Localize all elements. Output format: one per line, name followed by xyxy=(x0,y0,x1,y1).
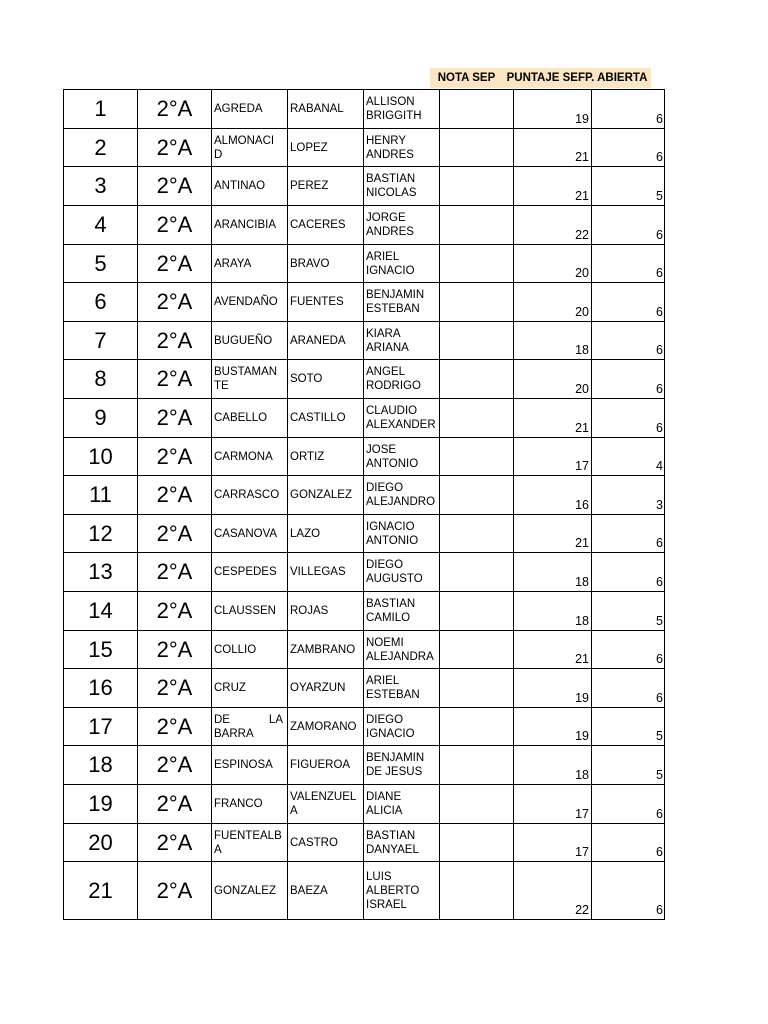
given-name: ALBERTO xyxy=(366,884,420,897)
table-row xyxy=(64,90,665,129)
abierta-score-cell: 6 xyxy=(592,515,665,553)
given-name: ARIANA xyxy=(366,341,409,354)
second-surname-cell xyxy=(288,669,364,708)
puntaje-score-cell: 17 xyxy=(514,824,592,862)
puntaje-score-cell: 20 xyxy=(514,360,592,399)
nota-sep-cell xyxy=(440,708,514,746)
given-names-cell xyxy=(364,399,440,438)
first-surname-cell xyxy=(212,399,288,438)
given-names-cell xyxy=(364,245,440,283)
second-surname-cell xyxy=(288,785,364,824)
nota-sep-cell xyxy=(440,129,514,167)
abierta-score-cell: 6 xyxy=(592,129,665,167)
table-row xyxy=(64,515,665,553)
course-cell: 2°A xyxy=(138,785,212,824)
table-row xyxy=(64,862,665,920)
table-row xyxy=(64,631,665,669)
course-cell: 2°A xyxy=(138,322,212,360)
second-surname-cell xyxy=(288,167,364,206)
given-name: DIANE xyxy=(366,791,402,803)
given-names-cell xyxy=(364,592,440,631)
abierta-score-cell: 6 xyxy=(592,553,665,592)
second-surname: BRAVO xyxy=(290,257,330,270)
course-cell: 2°A xyxy=(138,360,212,399)
given-name: NOEMI xyxy=(366,636,404,649)
row-number: 19 xyxy=(64,785,138,824)
course-cell: 2°A xyxy=(138,862,212,920)
first-surname: BUSTAMAN TE xyxy=(214,366,278,392)
first-surname-cell xyxy=(212,515,288,553)
given-names-cell xyxy=(364,669,440,708)
puntaje-score-cell: 19 xyxy=(514,90,592,129)
second-surname: BAEZA xyxy=(290,884,328,897)
second-surname-cell xyxy=(288,399,364,438)
given-name: DE JESUS xyxy=(366,766,423,778)
course-cell: 2°A xyxy=(138,515,212,553)
first-surname-cell xyxy=(212,862,288,920)
nota-sep-cell xyxy=(440,553,514,592)
given-name: AUGUSTO xyxy=(366,573,423,585)
given-name: ARIEL xyxy=(366,250,400,263)
table-row xyxy=(64,824,665,862)
given-names-cell xyxy=(364,90,440,129)
row-number: 17 xyxy=(64,708,138,746)
puntaje-score-cell: 19 xyxy=(514,669,592,708)
nota-sep-cell xyxy=(440,476,514,515)
nota-sep-cell xyxy=(440,631,514,669)
abierta-score-cell: 6 xyxy=(592,206,665,245)
row-number: 10 xyxy=(64,438,138,476)
given-name: CAMILO xyxy=(366,612,411,624)
course-cell: 2°A xyxy=(138,167,212,206)
first-surname: ESPINOSA xyxy=(214,759,273,771)
row-number: 4 xyxy=(64,206,138,245)
puntaje-score-cell: 18 xyxy=(514,322,592,360)
puntaje-score-cell: 17 xyxy=(514,438,592,476)
first-surname-cell xyxy=(212,438,288,476)
abierta-score-cell: 5 xyxy=(592,708,665,746)
second-surname-cell xyxy=(288,245,364,283)
given-names-cell xyxy=(364,631,440,669)
second-surname: OYARZUN xyxy=(290,682,346,694)
abierta-score-cell: 5 xyxy=(592,167,665,206)
given-name: LUIS xyxy=(366,870,392,883)
row-number: 15 xyxy=(64,631,138,669)
table-row xyxy=(64,360,665,399)
puntaje-score-cell: 20 xyxy=(514,283,592,322)
table-row xyxy=(64,245,665,283)
row-number: 9 xyxy=(64,399,138,438)
abierta-score-cell: 3 xyxy=(592,476,665,515)
given-names-cell xyxy=(364,167,440,206)
table-row xyxy=(64,553,665,592)
given-names-cell xyxy=(364,476,440,515)
second-surname-cell xyxy=(288,862,364,920)
row-number: 20 xyxy=(64,824,138,862)
second-surname: ARANEDA xyxy=(290,334,346,347)
row-number: 1 xyxy=(64,90,138,129)
given-names-cell xyxy=(364,862,440,920)
given-names-cell xyxy=(364,206,440,245)
abierta-score-cell: 6 xyxy=(592,785,665,824)
nota-sep-cell xyxy=(440,862,514,920)
first-surname: CRUZ xyxy=(214,682,246,694)
second-surname: PEREZ xyxy=(290,180,329,192)
given-name: ANTONIO xyxy=(366,457,419,470)
course-cell: 2°A xyxy=(138,631,212,669)
row-number: 3 xyxy=(64,167,138,206)
table-row xyxy=(64,476,665,515)
course-cell: 2°A xyxy=(138,824,212,862)
table-row xyxy=(64,283,665,322)
nota-sep-cell xyxy=(440,399,514,438)
first-surname-cell xyxy=(212,129,288,167)
row-number: 7 xyxy=(64,322,138,360)
given-name: BENJAMIN xyxy=(366,752,425,764)
table-row xyxy=(64,669,665,708)
given-name: BASTIAN xyxy=(366,173,416,185)
course-cell: 2°A xyxy=(138,708,212,746)
table-row xyxy=(64,592,665,631)
nota-sep-cell xyxy=(440,824,514,862)
second-surname-cell xyxy=(288,206,364,245)
first-surname-cell xyxy=(212,669,288,708)
course-cell: 2°A xyxy=(138,283,212,322)
second-surname: CASTILLO xyxy=(290,412,346,424)
second-surname: LOPEZ xyxy=(290,141,328,154)
second-surname-cell xyxy=(288,631,364,669)
course-cell: 2°A xyxy=(138,245,212,283)
given-names-cell xyxy=(364,553,440,592)
table-row xyxy=(64,129,665,167)
row-number: 14 xyxy=(64,592,138,631)
given-names-cell xyxy=(364,746,440,785)
abierta-score-cell: 6 xyxy=(592,824,665,862)
given-name: IGNACIO xyxy=(366,520,415,533)
course-cell: 2°A xyxy=(138,438,212,476)
second-surname-cell xyxy=(288,129,364,167)
abierta-score-cell: 6 xyxy=(592,90,665,129)
given-names-cell xyxy=(364,283,440,322)
first-surname-cell xyxy=(212,167,288,206)
abierta-score-cell: 4 xyxy=(592,438,665,476)
table-row xyxy=(64,746,665,785)
first-surname-cell xyxy=(212,476,288,515)
given-name: ALICIA xyxy=(366,805,403,817)
given-name: ANDRES xyxy=(366,226,414,238)
given-name: ANGEL xyxy=(366,366,405,378)
table-row xyxy=(64,708,665,746)
second-surname-cell xyxy=(288,592,364,631)
first-surname: CESPEDES xyxy=(214,566,277,578)
first-surname: CARMONA xyxy=(214,450,273,463)
row-number: 21 xyxy=(64,862,138,920)
nota-sep-cell xyxy=(440,167,514,206)
second-surname-cell xyxy=(288,708,364,746)
nota-sep-cell xyxy=(440,669,514,708)
first-surname: CABELLO xyxy=(214,412,268,424)
second-surname-cell xyxy=(288,746,364,785)
course-cell: 2°A xyxy=(138,476,212,515)
table-row xyxy=(64,167,665,206)
nota-sep-cell xyxy=(440,785,514,824)
first-surname: FRANCO xyxy=(214,798,263,810)
given-name: IGNACIO xyxy=(366,727,415,740)
given-names-cell xyxy=(364,129,440,167)
course-cell: 2°A xyxy=(138,206,212,245)
puntaje-score-cell: 20 xyxy=(514,245,592,283)
given-name: ARIEL xyxy=(366,675,400,687)
puntaje-score-cell: 18 xyxy=(514,592,592,631)
given-names-cell xyxy=(364,515,440,553)
course-cell: 2°A xyxy=(138,90,212,129)
row-number: 5 xyxy=(64,245,138,283)
given-name: CLAUDIO xyxy=(366,405,418,417)
given-name: RODRIGO xyxy=(366,380,421,392)
nota-sep-cell xyxy=(440,206,514,245)
nota-sep-cell xyxy=(440,245,514,283)
puntaje-score-cell: 19 xyxy=(514,708,592,746)
given-name: ESTEBAN xyxy=(366,689,420,701)
first-surname-cell xyxy=(212,90,288,129)
nota-sep-cell xyxy=(440,515,514,553)
second-surname: CACERES xyxy=(290,219,346,231)
puntaje-score-cell: 22 xyxy=(514,862,592,920)
given-name: ISRAEL xyxy=(366,898,407,911)
first-surname: ANTINAO xyxy=(214,180,266,192)
given-name: BASTIAN xyxy=(366,829,416,842)
puntaje-score-cell: 16 xyxy=(514,476,592,515)
given-name: ALEJANDRA xyxy=(366,650,434,663)
given-name: DIEGO xyxy=(366,713,404,726)
row-number: 16 xyxy=(64,669,138,708)
first-surname-cell xyxy=(212,360,288,399)
second-surname: ZAMORANO xyxy=(290,720,357,733)
abierta-score-cell: 6 xyxy=(592,245,665,283)
given-name: BRIGGITH xyxy=(366,110,422,122)
given-name: ANDRES xyxy=(366,148,414,161)
second-surname-cell xyxy=(288,322,364,360)
given-name: NICOLAS xyxy=(366,187,417,199)
first-surname-cell xyxy=(212,245,288,283)
second-surname-cell xyxy=(288,553,364,592)
table-row xyxy=(64,399,665,438)
second-surname: GONZALEZ xyxy=(290,489,352,501)
first-surname: GONZALEZ xyxy=(214,884,276,897)
given-name: ANTONIO xyxy=(366,534,419,547)
given-names-cell xyxy=(364,322,440,360)
first-surname: AGREDA xyxy=(214,103,263,115)
table-row xyxy=(64,206,665,245)
first-surname-cell xyxy=(212,322,288,360)
abierta-score-cell: 5 xyxy=(592,592,665,631)
first-surname-cell xyxy=(212,785,288,824)
course-cell: 2°A xyxy=(138,129,212,167)
student-table-body xyxy=(64,90,665,920)
header-puntaje: PUNTAJE SEFP. ABIERTA xyxy=(503,68,651,88)
first-surname-cell xyxy=(212,631,288,669)
row-number: 2 xyxy=(64,129,138,167)
first-surname: ARAYA xyxy=(214,257,252,270)
first-surname: AVENDAÑO xyxy=(214,296,278,308)
row-number: 11 xyxy=(64,476,138,515)
first-surname: ARANCIBIA xyxy=(214,219,276,231)
given-names-cell xyxy=(364,708,440,746)
given-name: DANYAEL xyxy=(366,843,419,856)
second-surname: SOTO xyxy=(290,373,323,385)
given-names-cell xyxy=(364,360,440,399)
header-nota-sep: NOTA SEP xyxy=(430,68,503,88)
nota-sep-cell xyxy=(440,360,514,399)
second-surname-cell xyxy=(288,283,364,322)
first-surname-cell xyxy=(212,708,288,746)
puntaje-score-cell: 18 xyxy=(514,746,592,785)
first-surname-cell xyxy=(212,746,288,785)
nota-sep-cell xyxy=(440,90,514,129)
given-name: BENJAMIN xyxy=(366,289,425,301)
abierta-score-cell: 6 xyxy=(592,283,665,322)
puntaje-score-cell: 21 xyxy=(514,399,592,438)
given-names-cell xyxy=(364,824,440,862)
given-name: IGNACIO xyxy=(366,264,415,277)
first-surname: COLLIO xyxy=(214,643,257,656)
first-surname-cell xyxy=(212,206,288,245)
course-cell: 2°A xyxy=(138,592,212,631)
given-name: ALEXANDER xyxy=(366,419,436,431)
second-surname-cell xyxy=(288,824,364,862)
second-surname: VALENZUEL A xyxy=(290,791,357,817)
first-surname: CLAUSSEN xyxy=(214,605,276,617)
nota-sep-cell xyxy=(440,592,514,631)
row-number: 12 xyxy=(64,515,138,553)
puntaje-score-cell: 17 xyxy=(514,785,592,824)
puntaje-score-cell: 21 xyxy=(514,515,592,553)
second-surname: RABANAL xyxy=(290,103,344,115)
first-surname-cell xyxy=(212,283,288,322)
nota-sep-cell xyxy=(440,283,514,322)
second-surname: VILLEGAS xyxy=(290,566,346,578)
abierta-score-cell: 6 xyxy=(592,399,665,438)
first-surname: FUENTEALB A xyxy=(214,829,282,856)
course-cell: 2°A xyxy=(138,746,212,785)
given-name: JOSE xyxy=(366,443,397,456)
given-name: DIEGO xyxy=(366,482,404,494)
puntaje-score-cell: 22 xyxy=(514,206,592,245)
abierta-score-cell: 6 xyxy=(592,631,665,669)
first-surname: BUGUEÑO xyxy=(214,334,273,347)
first-surname-cell xyxy=(212,553,288,592)
second-surname-cell xyxy=(288,476,364,515)
first-surname: CARRASCO xyxy=(214,489,280,501)
given-names-cell xyxy=(364,438,440,476)
puntaje-score-cell: 21 xyxy=(514,631,592,669)
first-surname: ALMONACI D xyxy=(214,134,275,161)
course-cell: 2°A xyxy=(138,553,212,592)
second-surname: ZAMBRANO xyxy=(290,643,356,656)
row-number: 18 xyxy=(64,746,138,785)
table-row xyxy=(64,438,665,476)
puntaje-score-cell: 21 xyxy=(514,129,592,167)
nota-sep-cell xyxy=(440,322,514,360)
second-surname: FUENTES xyxy=(290,296,344,308)
puntaje-score-cell: 18 xyxy=(514,553,592,592)
given-name: DIEGO xyxy=(366,559,404,571)
given-name: BASTIAN xyxy=(366,598,416,610)
abierta-score-cell: 6 xyxy=(592,322,665,360)
abierta-score-cell: 6 xyxy=(592,669,665,708)
given-name: KIARA xyxy=(366,327,401,340)
second-surname-cell xyxy=(288,360,364,399)
puntaje-score-cell: 21 xyxy=(514,167,592,206)
course-cell: 2°A xyxy=(138,399,212,438)
given-name: ESTEBAN xyxy=(366,303,420,315)
table-row xyxy=(64,322,665,360)
given-names-cell xyxy=(364,785,440,824)
first-surname: CASANOVA xyxy=(214,527,278,540)
second-surname: ORTIZ xyxy=(290,450,325,463)
row-number: 8 xyxy=(64,360,138,399)
second-surname: CASTRO xyxy=(290,836,338,849)
nota-sep-cell xyxy=(440,746,514,785)
second-surname-cell xyxy=(288,438,364,476)
given-name: HENRY xyxy=(366,134,407,147)
student-table xyxy=(63,89,665,920)
given-name: ALLISON xyxy=(366,96,415,108)
second-surname-cell xyxy=(288,515,364,553)
given-name: JORGE xyxy=(366,212,406,224)
abierta-score-cell: 6 xyxy=(592,360,665,399)
first-surname-cell xyxy=(212,824,288,862)
table-row xyxy=(64,785,665,824)
second-surname-cell xyxy=(288,90,364,129)
course-cell: 2°A xyxy=(138,669,212,708)
nota-sep-cell xyxy=(440,438,514,476)
second-surname: LAZO xyxy=(290,527,321,540)
first-surname-cell xyxy=(212,592,288,631)
abierta-score-cell: 5 xyxy=(592,746,665,785)
row-number: 13 xyxy=(64,553,138,592)
first-surname: DE LA BARRA xyxy=(214,713,283,740)
row-number: 6 xyxy=(64,283,138,322)
abierta-score-cell: 6 xyxy=(592,862,665,920)
second-surname: FIGUEROA xyxy=(290,759,351,771)
given-name: ALEJANDRO xyxy=(366,496,436,508)
second-surname: ROJAS xyxy=(290,605,329,617)
